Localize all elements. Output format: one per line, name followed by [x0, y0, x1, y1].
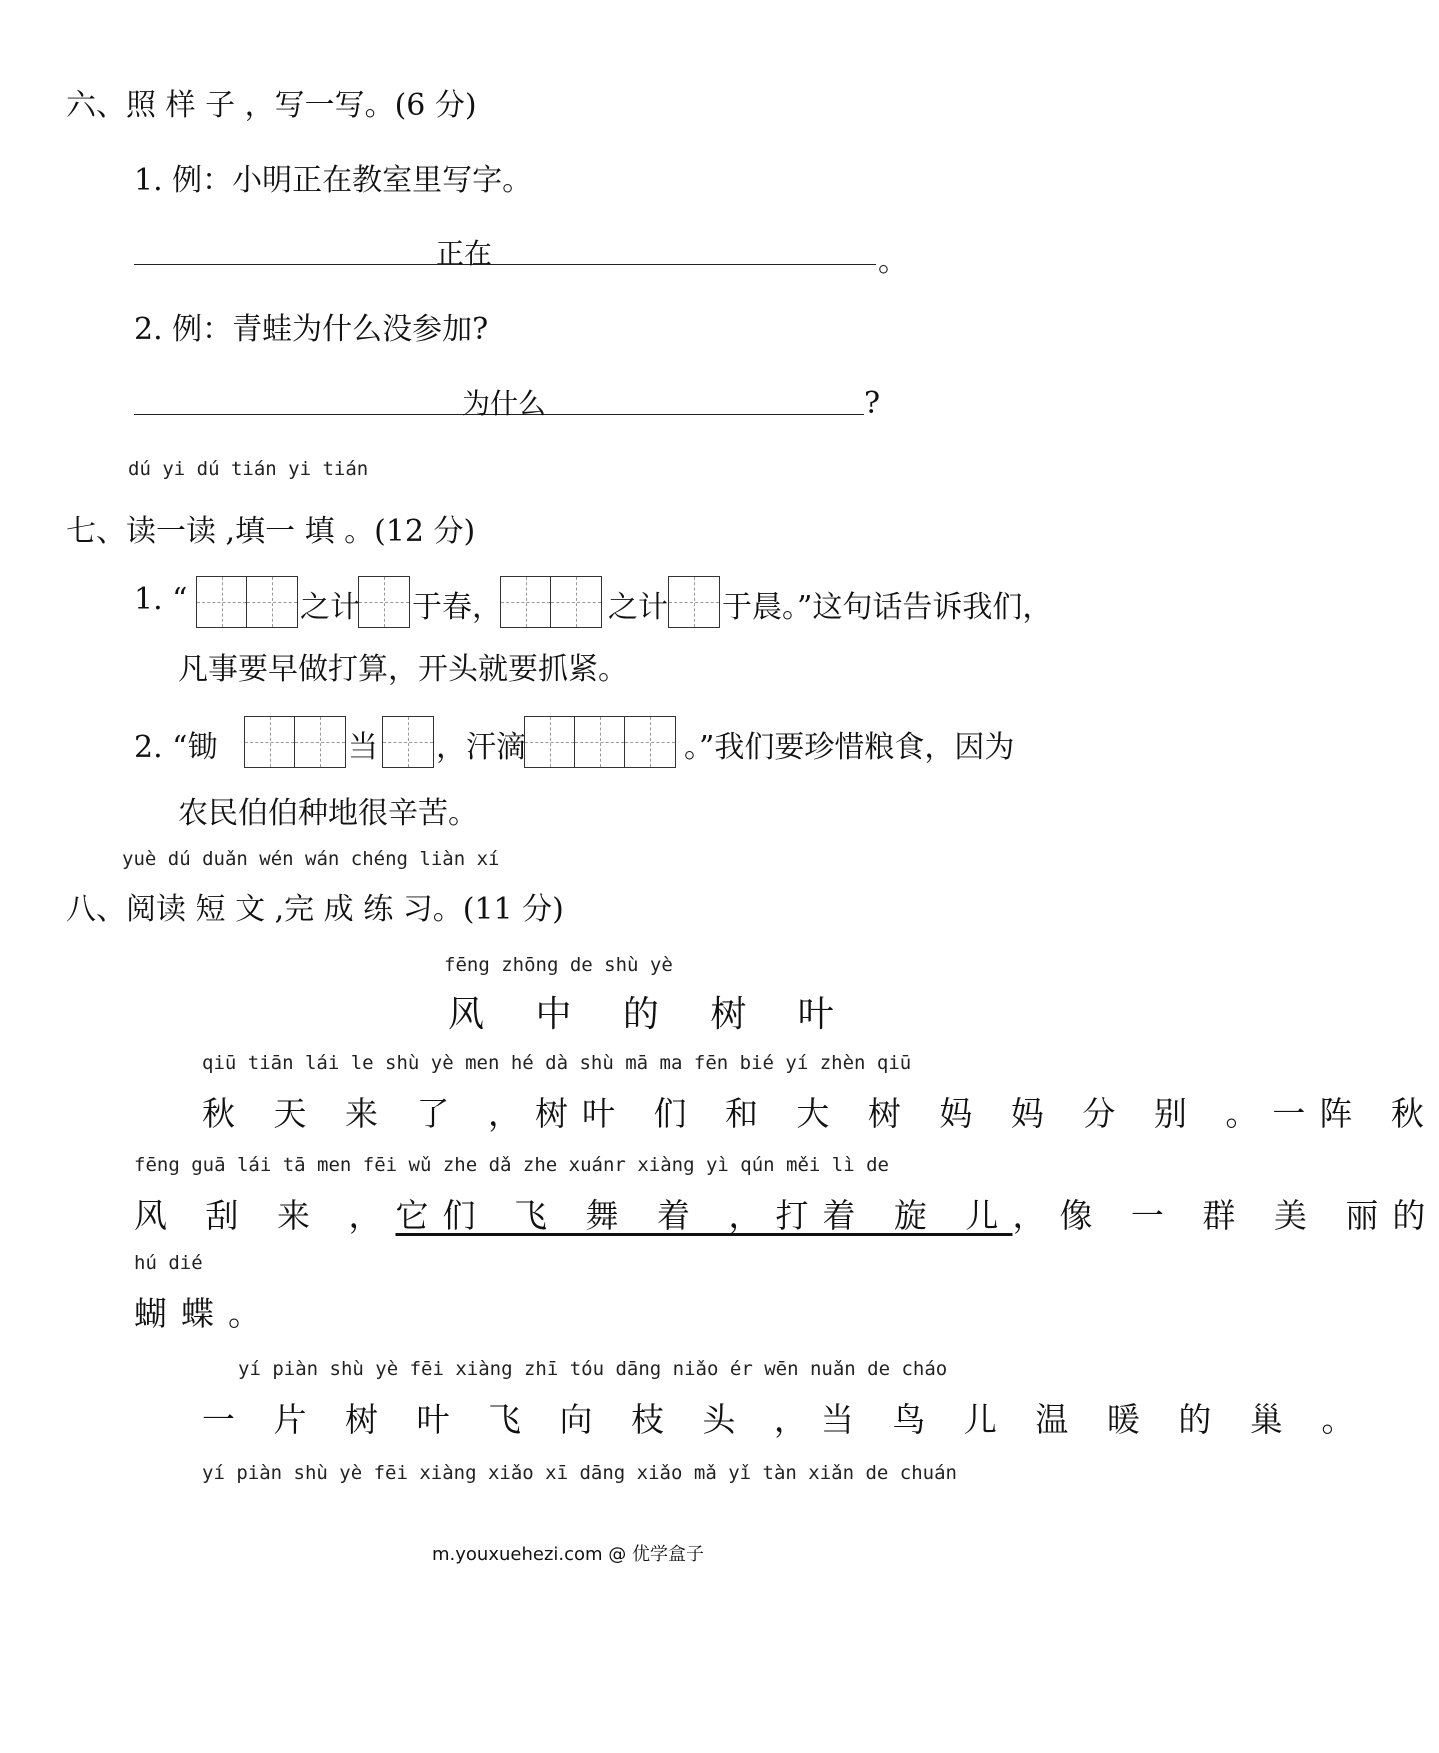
fill-box-grid-5[interactable]	[244, 716, 346, 768]
section-7-pinyin: dú yi dú tián yi tián	[128, 458, 369, 480]
q1-text-2: 于春，	[412, 590, 502, 625]
fill-box-grid-4[interactable]	[668, 576, 720, 628]
footer-watermark: m.youxuehezi.com @ 优学盒子	[432, 1544, 705, 1565]
p2-text-underlined: 它们 飞 舞 着 ，打着 旋 儿	[395, 1196, 1013, 1235]
answer-line-1[interactable]	[134, 264, 876, 265]
p1-text: 秋 天 来 了 ，树叶 们 和 大 树 妈 妈 分 别 。一阵 秋	[202, 1094, 1438, 1133]
section-6-q2-example: 2. 例：青蛙为什么没参加?	[134, 312, 489, 347]
fill-box-cell[interactable]	[247, 577, 297, 627]
q1-text-1: 之计	[300, 590, 360, 625]
q2-text-3: 。”我们要珍惜粮食，因为	[684, 730, 1015, 765]
story-title-pinyin: fēng zhōng de shù yè	[444, 954, 673, 976]
fill-box-grid-6[interactable]	[382, 716, 434, 768]
fill-box-cell[interactable]	[383, 717, 433, 767]
fill-box-cell[interactable]	[295, 717, 345, 767]
section-6-heading: 六、照 样 子 ，写一写。(6 分)	[66, 88, 477, 123]
p2-text-start	[134, 1190, 1439, 1237]
p3-pinyin: hú dié	[134, 1252, 203, 1274]
answer-line-1-label: 正在	[436, 237, 493, 270]
fill-box-cell[interactable]	[575, 717, 625, 767]
p5-pinyin: yí piàn shù yè fēi xiàng xiǎo xī dāng xiǎo mǎ yǐ tàn xiǎn de chuán	[202, 1462, 957, 1484]
fill-box-cell[interactable]	[625, 717, 675, 767]
q1-number: 1. “	[134, 582, 188, 617]
q1-text-4: 于晨。”这句话告诉我们，	[722, 590, 1053, 625]
story-title: 风 中 的 树 叶	[448, 994, 854, 1035]
answer-line-2-label: 为什么	[462, 387, 547, 420]
fill-box-grid-3[interactable]	[500, 576, 602, 628]
answer-line-2-end: ?	[864, 386, 881, 421]
section-7-heading: 七、读一读 ,填一 填 。(12 分)	[66, 514, 476, 549]
section-8-pinyin: yuè dú duǎn wén wán chéng liàn xí	[122, 848, 500, 870]
fill-box-cell[interactable]	[359, 577, 409, 627]
p3-text: 蝴蝶。	[134, 1294, 275, 1333]
section-8-heading: 八、阅读 短 文 ,完 成 练 习。(11 分)	[66, 892, 564, 927]
p2-text-b: ，像 一 群 美 丽的	[1012, 1196, 1439, 1235]
fill-box-grid-1[interactable]	[196, 576, 298, 628]
section-6-q1-example: 1. 例：小明正在教室里写字。	[134, 163, 533, 198]
q1-text-3: 之计	[608, 590, 668, 625]
p2-text-a: 风 刮 来 ，	[134, 1196, 396, 1235]
fill-box-cell[interactable]	[197, 577, 247, 627]
fill-box-cell[interactable]	[245, 717, 295, 767]
q2-number: 2. “锄	[134, 730, 218, 765]
p2-pinyin: fēng guā lái tā men fēi wǔ zhe dǎ zhe xuánr xiàng yì qún měi lì de	[134, 1154, 889, 1176]
q2-text-1: 当	[348, 730, 378, 765]
fill-box-cell[interactable]	[501, 577, 551, 627]
answer-line-1-end: 。	[878, 244, 908, 279]
fill-box-cell[interactable]	[525, 717, 575, 767]
fill-box-cell[interactable]	[551, 577, 601, 627]
q1-line-2: 凡事要早做打算，开头就要抓紧。	[178, 652, 628, 687]
fill-box-grid-7[interactable]	[524, 716, 676, 768]
fill-box-cell[interactable]	[669, 577, 719, 627]
p4-pinyin: yí piàn shù yè fēi xiàng zhī tóu dāng niǎo ér wēn nuǎn de cháo	[238, 1358, 948, 1380]
q2-line-2: 农民伯伯种地很辛苦。	[178, 796, 478, 831]
p1-pinyin: qiū tiān lái le shù yè men hé dà shù mā ma fēn bié yí zhèn qiū	[202, 1052, 912, 1074]
p4-text: 一 片 树 叶 飞 向 枝 头 ，当 鸟 儿 温 暖 的 巢 。	[202, 1400, 1369, 1439]
fill-box-grid-2[interactable]	[358, 576, 410, 628]
q2-text-2: ，汗滴	[436, 730, 526, 765]
